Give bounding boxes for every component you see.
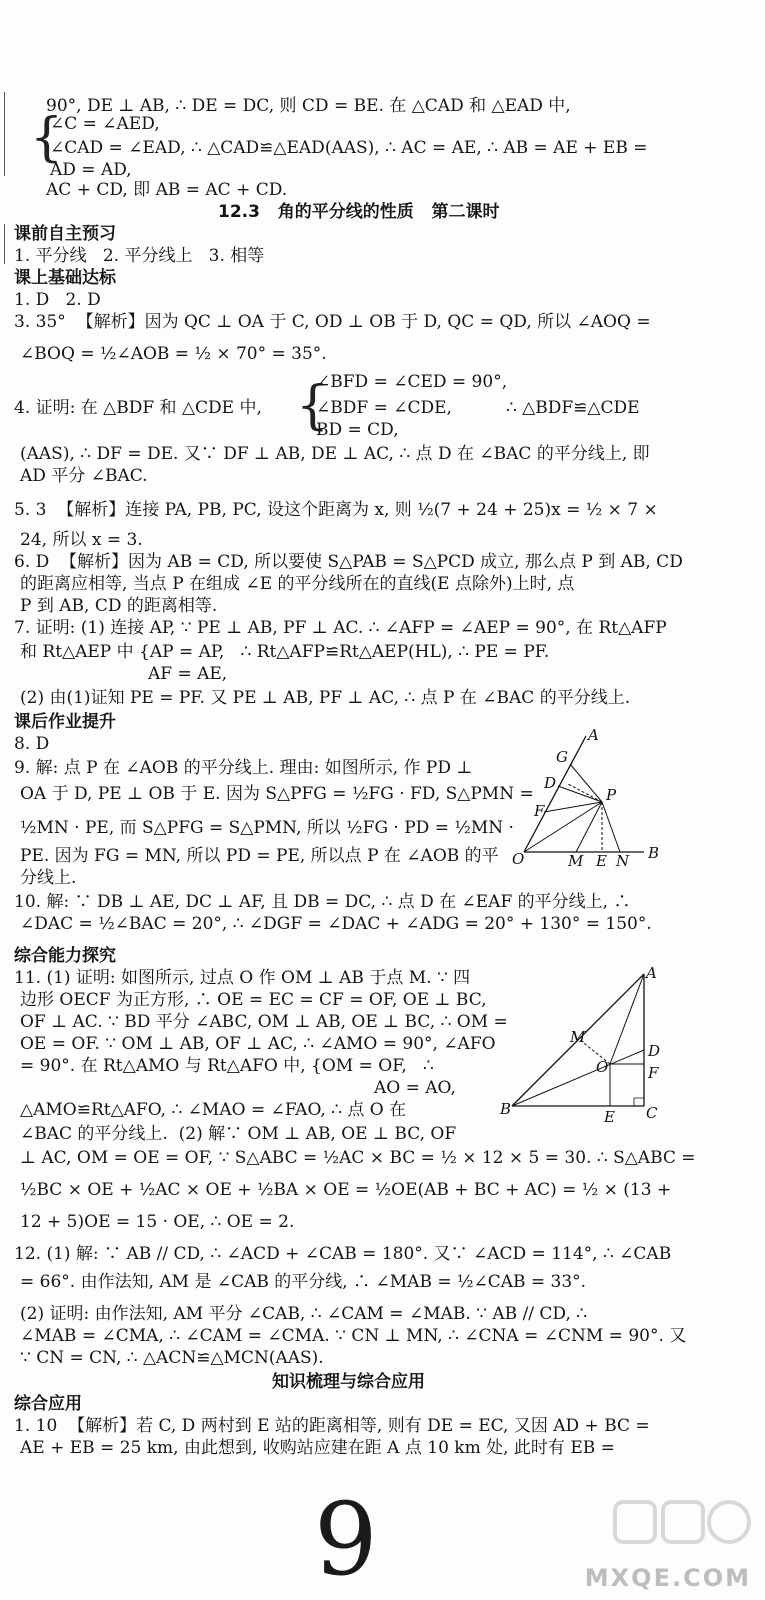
- margin-mark: [4, 92, 5, 176]
- figure-label: E: [596, 852, 607, 868]
- figure-label: E: [604, 1108, 615, 1126]
- section-heading: 综合应用: [14, 1394, 82, 1414]
- text-line: 12. (1) 解: ∵ AB // CD, ∴ ∠ACD + ∠CAB = 180°. 又∵ ∠ACD = 114°, ∴ ∠CAB: [14, 1244, 672, 1264]
- brace: {: [30, 108, 64, 168]
- text-line: 边形 OECF 为正方形, ∴ OE = EC = CF = OF, OE ⊥ BC,: [20, 990, 487, 1010]
- text-line: OF ⊥ AC. ∵ BD 平分 ∠ABC, OM ⊥ AB, OE ⊥ BC, ∴ OM =: [20, 1012, 508, 1032]
- text-line: 24, 所以 x = 3.: [20, 530, 143, 550]
- figure-label: F: [534, 802, 545, 820]
- figure-label: G: [556, 748, 568, 766]
- text-line: AO = AO,: [374, 1078, 456, 1098]
- text-line: ∠BAC 的平分线上. (2) 解∵ OM ⊥ AB, OE ⊥ BC, OF: [20, 1124, 457, 1144]
- text-line: AC + CD, 即 AB = AC + CD.: [46, 180, 288, 200]
- text-line: = 90°. 在 Rt△AMO 与 Rt△AFO 中, {OM = OF, ∴: [20, 1056, 434, 1076]
- margin-mark: [4, 224, 5, 264]
- text-line: AF = AE,: [148, 664, 228, 684]
- text-line: AD 平分 ∠BAC.: [20, 466, 148, 486]
- text-line: ∵ CN = CN, ∴ △ACN≌△MCN(AAS).: [20, 1348, 324, 1368]
- text-line: (AAS), ∴ DF = DE. 又∵ DF ⊥ AB, DE ⊥ AC, ∴ 点 D 在 ∠BAC 的平分线上, 即: [20, 444, 650, 464]
- figure-label: A: [646, 966, 657, 982]
- figure-label: O: [596, 1058, 609, 1076]
- text-line: ½BC × OE + ½AC × OE + ½BA × OE = ½OE(AB + BC + AC) = ½ × (13 +: [20, 1180, 672, 1200]
- text-line: PE. 因为 FG = MN, 所以 PD = PE, 所以点 P 在 ∠AOB 的平: [20, 846, 499, 866]
- text-line: 1. 10 【解析】若 C, D 两村到 E 站的距离相等, 则有 DE = EC, 又因 AD + BC =: [14, 1416, 650, 1436]
- text-line: P 到 AB, CD 的距离相等.: [20, 596, 218, 616]
- section-title: 知识梳理与综合应用: [272, 1372, 425, 1392]
- section-heading: 课前自主预习: [14, 224, 116, 244]
- section-heading: 课上基础达标: [14, 268, 116, 288]
- figure-label: C: [646, 1104, 658, 1122]
- figure-label: F: [648, 1064, 659, 1082]
- brace: {: [296, 376, 330, 436]
- text-line: ∠C = ∠AED,: [50, 114, 160, 134]
- text-line: 8. D: [14, 734, 50, 754]
- text-line: 1. 平分线 2. 平分线上 3. 相等: [14, 246, 265, 266]
- text-line: 4. 证明: 在 △BDF 和 △CDE 中,: [14, 398, 262, 418]
- text-line: AD = AD,: [50, 160, 132, 180]
- text-line: = 66°. 由作法知, AM 是 ∠CAB 的平分线, ∴ ∠MAB = ½∠CAB = 33°.: [20, 1272, 587, 1292]
- text-line: ∠CAD = ∠EAD, ∴ △CAD≌△EAD(AAS), ∴ AC = AE, ∴ AB = AE + EB =: [50, 138, 648, 158]
- figure-label: N: [616, 852, 630, 868]
- section-heading: 课后作业提升: [14, 712, 116, 732]
- text-line: 3. 35° 【解析】因为 QC ⊥ OA 于 C, OD ⊥ OB 于 D, QC = QD, 所以 ∠AOQ =: [14, 312, 651, 332]
- text-line: ∠BFD = ∠CED = 90°,: [316, 372, 508, 392]
- figure-label: P: [606, 786, 617, 804]
- text-line: 11. (1) 证明: 如图所示, 过点 O 作 OM ⊥ AB 于点 M. ∵ 四: [14, 968, 471, 988]
- section-title: 12.3 角的平分线的性质 第二课时: [218, 202, 500, 222]
- text-line: ∠DAC = ½∠BAC = 20°, ∴ ∠DGF = ∠DAC + ∠ADG = 20° + 130° = 150°.: [20, 914, 652, 934]
- text-line: 9. 解: 点 P 在 ∠AOB 的平分线上. 理由: 如图所示, 作 PD ⊥: [14, 758, 473, 778]
- handwritten-page-number: 9: [314, 1481, 378, 1598]
- figure-label: O: [512, 850, 525, 868]
- text-line: (2) 证明: 由作法知, AM 平分 ∠CAB, ∴ ∠CAM = ∠MAB. ∵ AB // CD, ∴: [20, 1304, 588, 1324]
- figure-label: M: [570, 1028, 586, 1046]
- text-line: ½MN · PE, 而 S△PFG = S△PMN, 所以 ½FG · PD = ½MN ·: [20, 818, 514, 838]
- figure-label: B: [500, 1100, 512, 1118]
- text-line: ∠BDF = ∠CDE, ∴ △BDF≌△CDE: [316, 398, 640, 418]
- text-line: AE + EB = 25 km, 由此想到, 收购站应建在距 A 点 10 km 处, 此时有 EB =: [20, 1438, 615, 1458]
- text-line: 10. 解: ∵ DB ⊥ AE, DC ⊥ AF, 且 DB = DC, ∴ 点 D 在 ∠EAF 的平分线上, ∴: [14, 892, 631, 912]
- figure-angle-bisector: [504, 728, 664, 868]
- figure-label: B: [648, 844, 660, 862]
- text-line: 7. 证明: (1) 连接 AP, ∵ PE ⊥ AB, PF ⊥ AC. ∴ ∠AFP = ∠AEP = 90°, 在 Rt△AFP: [14, 618, 667, 638]
- figure-label: D: [544, 774, 557, 792]
- text-line: 分线上.: [20, 868, 77, 888]
- section-heading: 综合能力探究: [14, 946, 116, 966]
- text-line: ∠MAB = ∠CMA, ∴ ∠CAM = ∠CMA. ∵ CN ⊥ MN, ∴ ∠CNA = ∠CNM = 90°. 又: [20, 1326, 687, 1346]
- text-line: 和 Rt△AEP 中 {AP = AP, ∴ Rt△AFP≌Rt△AEP(HL), ∴ PE = PF.: [20, 642, 550, 662]
- figure-label: M: [568, 852, 584, 868]
- text-line: 5. 3 【解析】连接 PA, PB, PC, 设这个距离为 x, 则 ½(7 + 24 + 25)x = ½ × 7 ×: [14, 500, 658, 520]
- watermark-text: MXQE.COM: [584, 1564, 751, 1592]
- text-line: ∠BOQ = ½∠AOB = ½ × 70° = 35°.: [20, 344, 327, 364]
- text-line: 90°, DE ⊥ AB, ∴ DE = DC, 则 CD = BE. 在 △CAD 和 △EAD 中,: [46, 96, 571, 116]
- figure-square-in-triangle: [498, 966, 688, 1126]
- text-line: OA 于 D, PE ⊥ OB 于 E. 因为 S△PFG = ½FG · FD, S△PMN =: [20, 784, 534, 804]
- text-line: 1. D 2. D: [14, 290, 101, 310]
- text-line: 6. D 【解析】因为 AB = CD, 所以要使 S△PAB = S△PCD 成立, 那么点 P 到 AB, CD: [14, 552, 683, 572]
- text-line: 12 + 5)OE = 15 · OE, ∴ OE = 2.: [20, 1212, 295, 1232]
- text-line: BD = CD,: [316, 420, 399, 440]
- text-line: 的距离应相等, 当点 P 在组成 ∠E 的平分线所在的直线(E 点除外)上时, 点: [20, 574, 575, 594]
- text-line: OE = OF. ∵ OM ⊥ AB, OF ⊥ AC, ∴ ∠AMO = 90°, ∠AFO: [20, 1034, 496, 1054]
- text-line: (2) 由(1)证知 PE = PF. 又 PE ⊥ AB, PF ⊥ AC, ∴ 点 P 在 ∠BAC 的平分线上.: [20, 688, 631, 708]
- figure-label: A: [588, 728, 599, 744]
- figure-label: D: [648, 1042, 661, 1060]
- text-line: ⊥ AC, OM = OE = OF, ∵ S△ABC = ½AC × BC = ½ × 12 × 5 = 30. ∴ S△ABC =: [20, 1148, 696, 1168]
- text-line: △AMO≌Rt△AFO, ∴ ∠MAO = ∠FAO, ∴ 点 O 在: [20, 1100, 407, 1120]
